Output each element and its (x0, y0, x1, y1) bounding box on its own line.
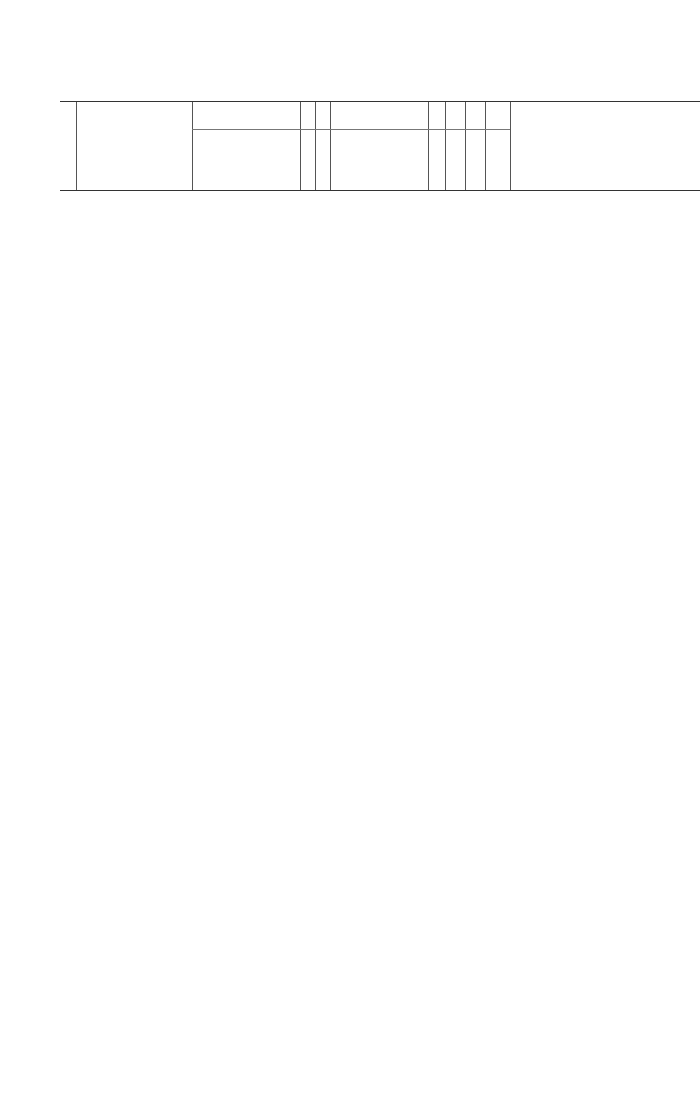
table-header (60, 101, 700, 191)
column-divider (330, 102, 331, 190)
service-rule (428, 129, 510, 130)
column-divider (465, 102, 466, 190)
column-divider (76, 102, 77, 190)
classification-rule (192, 129, 428, 130)
column-divider (485, 102, 486, 190)
column-divider (315, 102, 316, 190)
column-divider (445, 102, 446, 190)
column-divider (510, 102, 511, 190)
column-divider (300, 102, 301, 190)
column-divider (428, 102, 429, 190)
column-divider (192, 102, 193, 190)
